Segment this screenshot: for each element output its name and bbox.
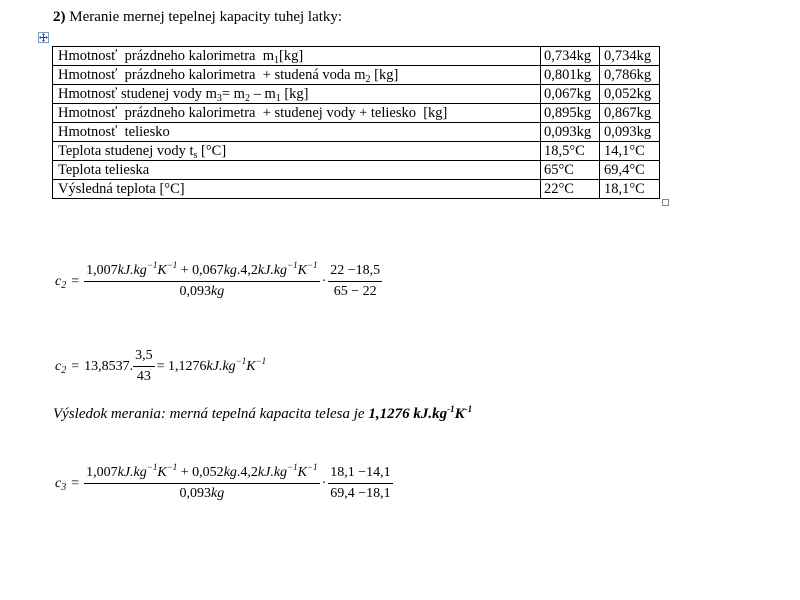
- measurement-2-value: 0,867kg: [600, 104, 660, 123]
- table-row: [53, 66, 660, 85]
- measurement-1-value: 0,067kg: [541, 85, 600, 104]
- formula1-lhs: $c_2$: [55, 273, 67, 291]
- measurement-1-value: 0,093kg: [541, 123, 600, 142]
- row-label: Hmotnosť prázdneho kalorimetra $m_1[kg]$: [53, 47, 541, 66]
- measurement-2-value: 0,786kg: [600, 66, 660, 85]
- row-label: Teplota studenej vody $t_s$ [°C]: [53, 142, 541, 161]
- row-label: Hmotnosť prázdneho kalorimetra + studenej vody + teliesko [kg]: [53, 104, 541, 123]
- table-row: [53, 47, 660, 66]
- section-heading: [53, 9, 342, 26]
- measurement-2-value: 0,052kg: [600, 85, 660, 104]
- measurement-1-value: 0,801kg: [541, 66, 600, 85]
- heading-number: 2): [53, 9, 66, 25]
- measurement-2-value: 0,734kg: [600, 47, 660, 66]
- row-label: Hmotnosť prázdneho kalorimetra + studená voda $m_2$ [kg]: [53, 66, 541, 85]
- table-row: [53, 85, 660, 104]
- table-row: [53, 104, 660, 123]
- table-move-handle-icon[interactable]: [38, 32, 49, 43]
- row-label: Výsledná teplota [°C]: [53, 180, 541, 199]
- measurement-2-value: 69,4°C: [600, 161, 660, 180]
- formula1-main-fraction: [84, 260, 319, 300]
- table-row: [53, 142, 660, 161]
- heading-text: Meranie mernej tepelnej kapacity tuhej latky:: [69, 9, 343, 25]
- measurement-1-value: 0,895kg: [541, 104, 600, 123]
- row-label: Hmotnosť teliesko: [53, 123, 541, 142]
- result-value: 1,1276 $kJ.kg^{-1}K^{-1}$: [368, 404, 473, 422]
- measurement-2-value: 14,1°C: [600, 142, 660, 161]
- measurement-1-value: 18,5°C: [541, 142, 600, 161]
- measurement-table: [52, 46, 660, 199]
- row-label: Teplota telieska: [53, 161, 541, 180]
- row-label: Hmotnosť studenej vody $m_3= m_2 - m_1$ [kg]: [53, 85, 541, 104]
- table-row: [53, 161, 660, 180]
- formula-c2-expression: $c_2$ = $\frac{1,007kJ.kg^{-1}K^{-1} + 0,067kg.4,2kJ.kg^{-1}K^{-1}}{0,093kg}$ · $\frac{22 -18,5}{65 - 22}$: [55, 260, 381, 299]
- measurement-1-value: 22°C: [541, 180, 600, 199]
- formula-c3-expression: $c_3$ = $\frac{1,007kJ.kg^{-1}K^{-1} + 0,052kg.4,2kJ.kg^{-1}K^{-1}}{0,093kg}$ · $\frac{18,1 -14,1}{69,4 -18,1}$: [55, 462, 391, 501]
- measurement-1-value: 0,734kg: [541, 47, 600, 66]
- table-row: [53, 180, 660, 199]
- measurement-1-value: 65°C: [541, 161, 600, 180]
- formula1-temp-fraction: $\frac{22 -18,5}{65 - 22}$: [330, 263, 381, 299]
- result-statement: Výsledok merania: merná tepelná kapacita telesa je 1,1276 $kJ.kg^{-1}K^{-1}$: [53, 404, 473, 422]
- table-row: [53, 123, 660, 142]
- formula-c2-result: $c_2$ = 13,8537. $\frac{3,5}{43}$ = $1,1276kJ.kg^{-1}K^{-1}$: [55, 348, 267, 384]
- formula1-numerator: $1,007kJ.kg^{-1}K^{-1} + 0,067kg.4,2kJ.kg^{-1}K^{-1}$: [84, 263, 319, 282]
- measurement-2-value: 0,093kg: [600, 123, 660, 142]
- measurement-2-value: 18,1°C: [600, 180, 660, 199]
- table-resize-handle[interactable]: [662, 199, 669, 206]
- formula1-denominator: 0,093kg: [179, 284, 225, 299]
